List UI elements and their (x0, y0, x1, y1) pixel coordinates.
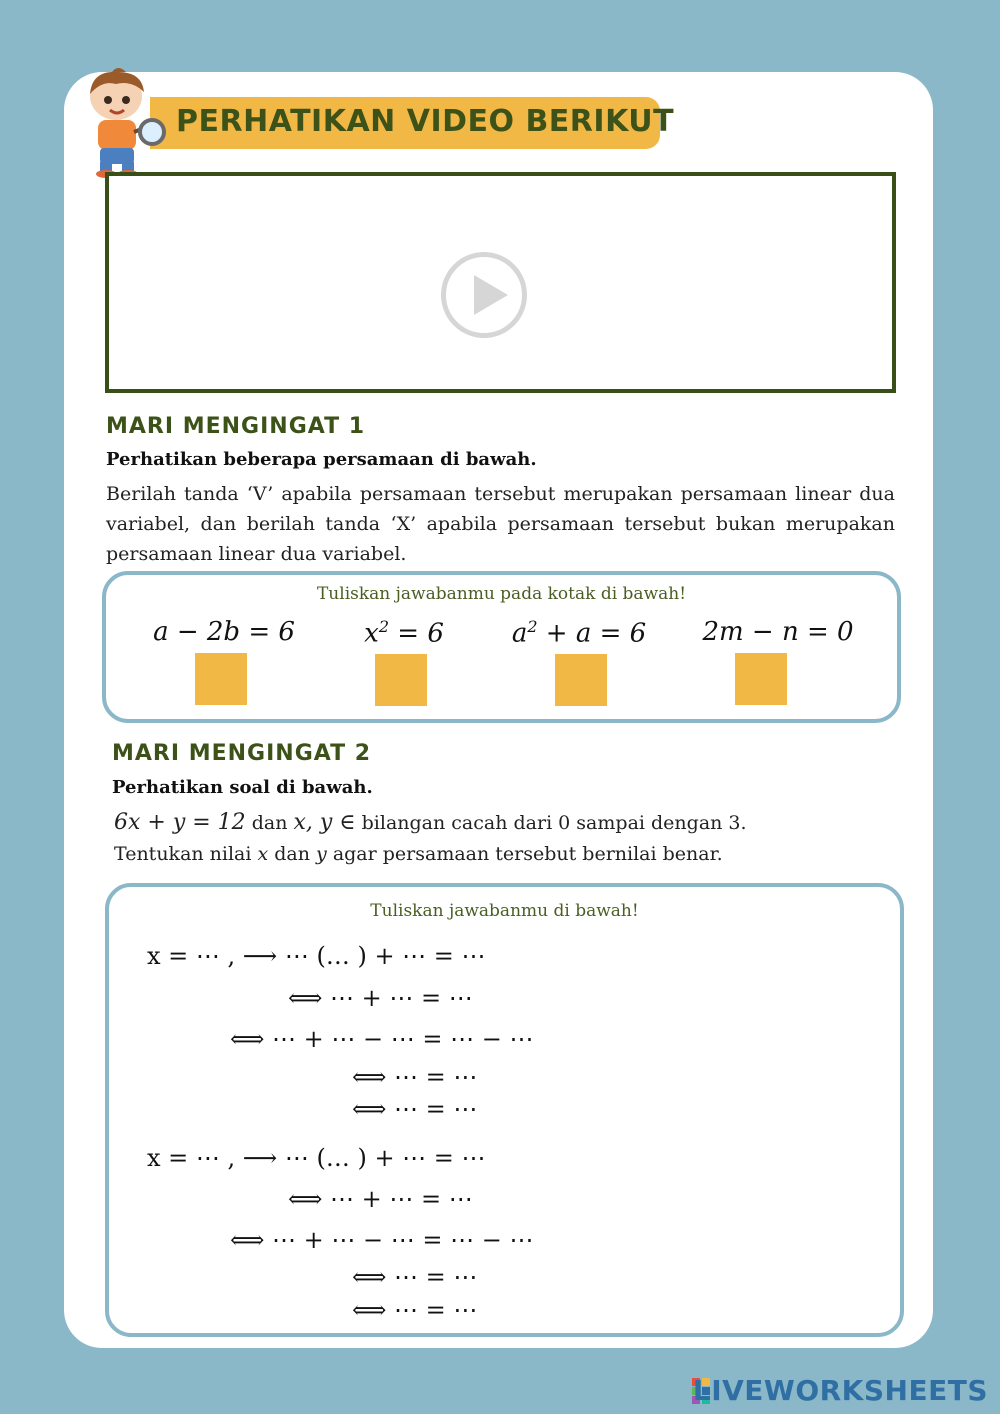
answer-box-3[interactable] (555, 654, 607, 706)
panel1-instruction: Tuliskan jawabanmu pada kotak di bawah! (316, 584, 687, 604)
panel2-instruction: Tuliskan jawabanmu di bawah! (370, 901, 639, 921)
section1-title: MARI MENGINGAT 1 (106, 414, 366, 439)
work-line-5: ⟺ ⋯ = ⋯ (352, 1095, 478, 1123)
work-line-4: ⟺ ⋯ = ⋯ (352, 1063, 478, 1091)
brand-name: LIVEWORKSHEETS (692, 1374, 988, 1407)
play-icon (474, 275, 508, 315)
page-title: PERHATIKAN VIDEO BERIKUT (176, 104, 675, 139)
play-button[interactable] (441, 252, 527, 338)
question-line-2: Tentukan nilai x dan y agar persamaan tersebut bernilai benar. (114, 843, 723, 865)
work-line-2: ⟺ ⋯ + ⋯ = ⋯ (288, 984, 473, 1012)
work-line-6: x = ⋯ , ⟶ ⋯ (… ) + ⋯ = ⋯ (147, 1144, 486, 1172)
equation-2: $x^2 = 6$ (364, 617, 444, 649)
equation-1: a − 2b = 6 (153, 617, 295, 647)
equation-3: $a^2 + a = 6$ (511, 617, 647, 649)
video-player[interactable] (105, 172, 896, 393)
work-line-1: x = ⋯ , ⟶ ⋯ (… ) + ⋯ = ⋯ (147, 942, 486, 970)
boy-magnifier-icon (72, 66, 168, 180)
work-line-8: ⟺ ⋯ + ⋯ − ⋯ = ⋯ − ⋯ (230, 1226, 534, 1254)
work-line-3: ⟺ ⋯ + ⋯ − ⋯ = ⋯ − ⋯ (230, 1025, 534, 1053)
section1-subtitle: Perhatikan beberapa persamaan di bawah. (106, 449, 537, 470)
work-line-10: ⟺ ⋯ = ⋯ (352, 1296, 478, 1324)
answer-box-4[interactable] (735, 653, 787, 705)
section1-paragraph: Berilah tanda ‘V’ apabila persamaan tersebut merupakan persamaan linear dua variabel, dan berilah tanda ‘X’ apabila persamaan tersebut bukan merupakan persamaan linear dua variabel. (106, 483, 895, 565)
question-line-1: 6x + y = 12 dan x, y ∈ bilangan cacah dari 0 sampai dengan 3. (114, 810, 747, 835)
answer-box-2[interactable] (375, 654, 427, 706)
work-line-9: ⟺ ⋯ = ⋯ (352, 1263, 478, 1291)
equation-4: 2m − n = 0 (702, 617, 854, 647)
answer-box-1[interactable] (195, 653, 247, 705)
section2-title: MARI MENGINGAT 2 (112, 741, 372, 766)
section2-subtitle: Perhatikan soal di bawah. (112, 777, 373, 798)
work-line-7: ⟺ ⋯ + ⋯ = ⋯ (288, 1185, 473, 1213)
